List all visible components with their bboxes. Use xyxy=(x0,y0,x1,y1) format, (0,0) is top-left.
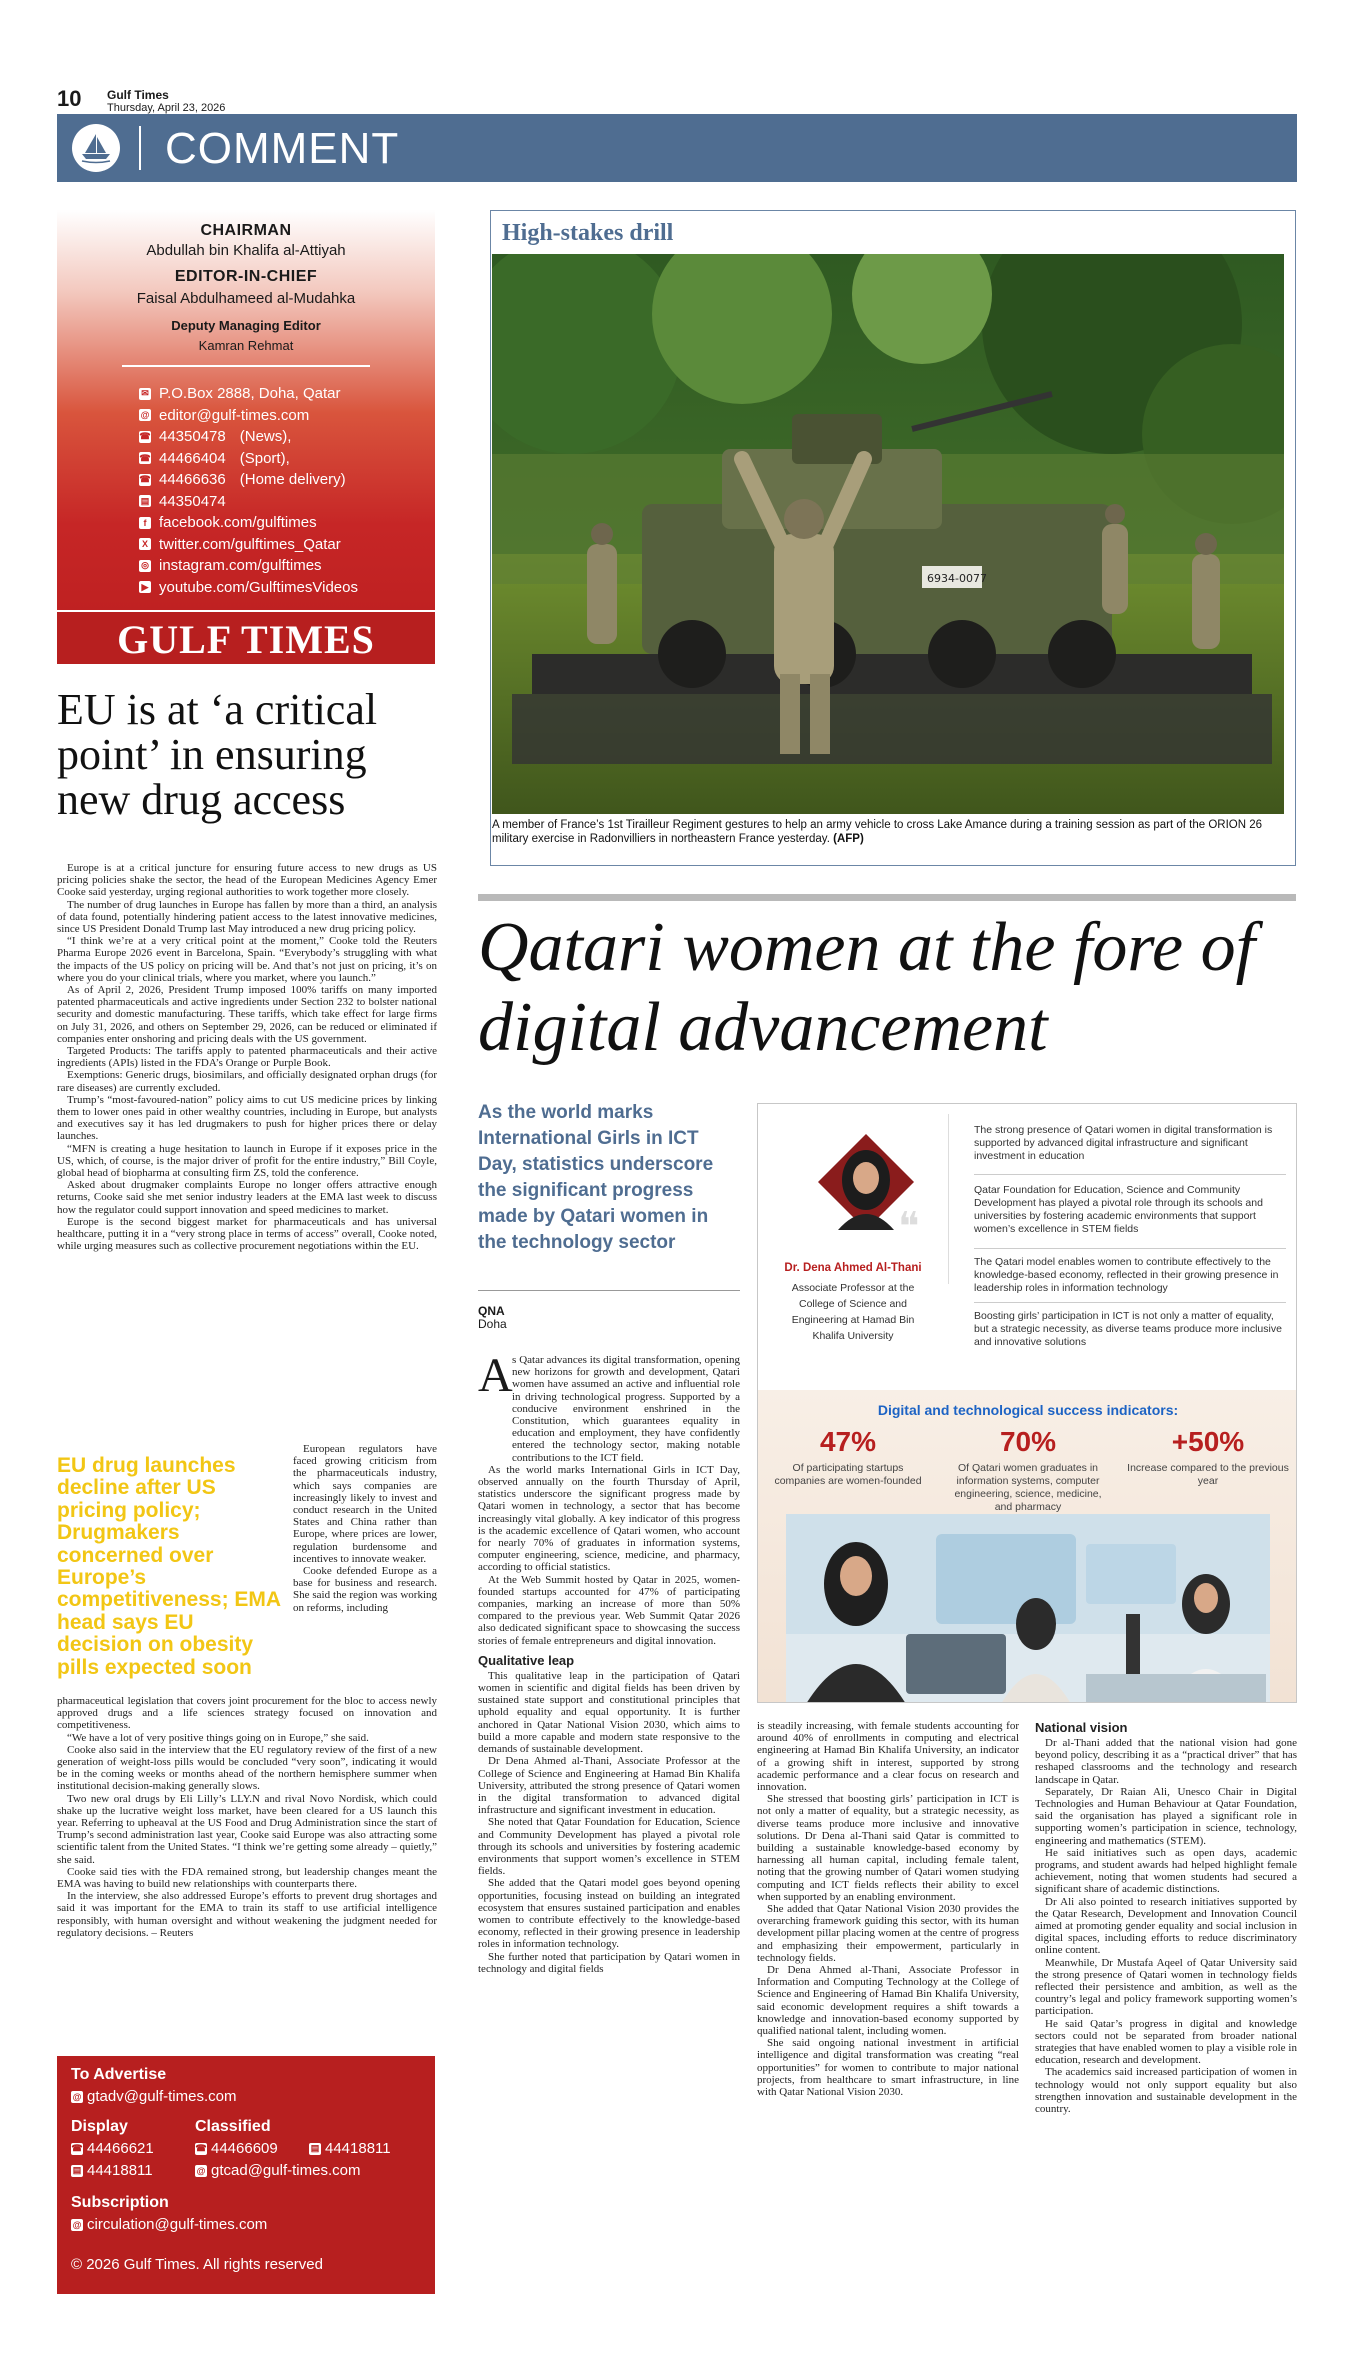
publication-name: Gulf Times xyxy=(107,88,169,102)
phone-icon: ☎ xyxy=(139,452,151,463)
main-headline: Qatari women at the fore of digital advancement xyxy=(478,909,1256,1066)
eu-pullquote: EU drug launches decline after US pricing policy; Drugmakers concerned over Europe’s competitiveness; EMA head says EU decision on obesity pills expected soon xyxy=(57,1454,281,1679)
svg-text:6934-0077: 6934-0077 xyxy=(927,572,987,585)
classified-email[interactable]: @ gtcad@gulf-times.com xyxy=(196,2162,361,2179)
article-column-2: is steadily increasing, with female students accounting for around 40% of enrollments in computing and electrical engineering at Hamad Bin Khalifa University, an indicator of a growing shift in interest, supported by strong academic performance and a clear focus on research and innovation. She stressed that boosting girls’ participation in ICT is not only a matter of equality, but a strategic necessity, as diverse teams produce more inclusive and innovative solutions. Dr Dena al-Thani said Qatar is committed to building a sustainable knowledge-based economy by harnessing all human capital, including female talent, noting that the growing number of Qatari women studying computing and ICT fields reflects their ability to excel when supported by an enabling environment. She added that Qatar National Vision 2030 provides the overarching framework guiding this sector, with its human development pillar placing women at the centre of progress and emphasizing their empowerment, particularly in technology fields. Dr Dena Ahmed al-Thani, Associate Professor in Information and Computing Technology at the College of Science and Engineering of Hamad Bin Khalifa University, said economic development requires a shift towards a knowledge and innovation-based economy supported by qualified national talent, including women. She said ongoing national investment in artificial intelligence and digital transformation was creating “real opportunities” for women to contribute to major national projects, from healthcare to smart infrastructure, in line with Qatar National Vision 2030. xyxy=(757,1720,1019,2099)
advertise-title: To Advertise xyxy=(71,2066,167,2083)
fact-1: The strong presence of Qatari women in digital transformation is supported by advanced digital infrastructure and significant investment in education xyxy=(974,1124,1273,1162)
copyright: © 2026 Gulf Times. All rights reserved xyxy=(71,2256,323,2273)
contact-item: ☎ 44466636 (Home delivery) xyxy=(139,471,346,489)
email-icon: @ xyxy=(72,2219,82,2230)
display-fax: ▤ 44418811 xyxy=(72,2162,153,2179)
person-role: Associate Professor at the College of Science and Engineering at Hamad Bin Khalifa University xyxy=(791,1282,915,1342)
gulf-times-logo: GULF TIMES xyxy=(57,610,435,664)
quote-mark-icon: ❝ xyxy=(898,1204,920,1250)
facebook-icon: f xyxy=(139,517,151,529)
stat-increase: +50% Increase compared to the previous year xyxy=(1127,1426,1289,1487)
youtube-icon: ▶ xyxy=(139,581,151,593)
instagram-icon: ◎ xyxy=(139,560,151,572)
phone-icon: ☎ xyxy=(139,474,151,485)
chairman-role: CHAIRMAN xyxy=(200,222,292,239)
infographic-divider xyxy=(948,1114,949,1284)
eu-body-part1: Europe is at a critical juncture for ensuring future access to new drugs as US pricing policies shake the sector, the head of the European Medicines Agency Emer Cooke said yesterday, urging regional authorities to work together more closely. The number of drug launches in Europe has fallen by more than a third, an analysis of data found, potentially hindering patient access to the latest innovative medicines, since US President Donald Trump last May introduced a new drug pricing policy. “I think we’re at a very critical point at the moment,” Cooke told the Reuters Pharma Europe 2026 event in Barcelona, Spain. “Everybody’s struggling with what the impacts of the US policy on pricing will be. And that’s not just on pricing, it’s on where you do your clinical trials, where you market, where you launch.” As of April 2, 2026, President Trump imposed 100% tariffs on many imported patented pharmaceuticals and active ingredients under Section 232 to bolster national security and domestic manufacturing. These tariffs, which take effect for large firms on July 31, 2026, and others on September 29, 2026, can be reduced or eliminated if companies enter onshoring and pricing deals with the US government. Targeted Products: The tariffs apply to patented pharmaceuticals and their active ingredients (APIs) listed in the FDA’s Orange or Purple Book. Exemptions: Generic drugs, biosimilars, and officially designated orphan drugs (for rare diseases) are currently excluded. Trump’s “most-favoured-nation” policy aims to cut US medicine prices by linking them to lower ones paid in other wealthy countries, including in Europe, but analysts and executives say it has led drugmakers to push for higher prices there or delay launches. “MFN is creating a huge hesitation to launch in Europe if it exposes price in the US, which, of course, is the major driver of profit for the entire industry,” Bill Coyle, global head of biopharma at consulting firm ZS, told the conference. Asked about drugmaker complaints Europe no longer offers attractive enough returns, Cooke said she met senior industry leaders at the EMA last week to discuss how the regulator could support innovation and speed medicines to market. Europe is the second biggest market for pharmaceuticals and has universal healthcare, putting it in a “very strong place in terms of access” overall, Cooke noted, while urging measures such as collective procurement negotiations within the EU. xyxy=(57,862,437,1253)
contact-item: ☎ 44350478 (News), xyxy=(139,428,292,446)
fact-2: Qatar Foundation for Education, Science and Community Development has played a pivotal role through its schools and universities by fostering academic environments that support women’s excellence in STEM fields xyxy=(974,1184,1263,1235)
contact-item: ▤ 44350474 xyxy=(140,492,226,510)
contact-item[interactable]: @ editor@gulf-times.com xyxy=(140,406,310,424)
contact-item[interactable]: X twitter.com/gulftimes_Qatar xyxy=(139,534,358,556)
drop-cap: A xyxy=(478,1349,513,1402)
photo-kicker: High-stakes drill xyxy=(502,220,674,246)
section-banner xyxy=(57,114,1297,182)
email-icon: @ xyxy=(140,410,150,421)
contact-item: ☎ 44466404 (Sport), xyxy=(139,449,290,467)
eu-body-part3: pharmaceutical legislation that covers joint procurement for the bloc to access newly approved drugs and a life sciences strategy focused on innovation and competitiveness. “We have a lot of very positive things going on in Europe,” she said. Cooke also said in the interview that the EU regulatory review of the first of a new generation of weight-loss pills would be concluded “very soon”, indicating it would be in the coming weeks or months ahead of the northern hemisphere summer when institutional decision-making generally slows. Two new oral drugs by Eli Lilly’s LLY.N and rival Novo Nordisk, which could shake up the lucrative weight loss market, have been cleared for a US launch this year. Referring to upheaval at the US Food and Drug Administration since the start of Trump’s second administration last year, Cooke said Europe was also attracting some scientific talent from the United States. “I think we’re getting some already – quietly,” she said. Cooke said ties with the FDA remained strong, but leadership changes meant the EMA was having to build new relationships with counterparts there. In the interview, she also addressed Europe’s efforts to prevent drug shortages and said it was important for the EMA to train its staff to use artificial intelligence responsibly, with human oversight and without weakening the judgment needed for regulatory decisions. – Reuters xyxy=(57,1695,437,1939)
fact-4: Boosting girls’ participation in ICT is not only a matter of equality, but a strategic necessity, as diverse teams produce more inclusive and innovative solutions xyxy=(974,1310,1282,1348)
stat-startups: 47% Of participating startups companies are women-founded xyxy=(774,1426,922,1487)
news-photo xyxy=(492,254,1284,814)
phone-icon: ☎ xyxy=(71,2143,83,2153)
women-in-tech-illustration xyxy=(786,1514,1270,1703)
byline-rule xyxy=(478,1290,740,1291)
classified-phone: ☎ 44466609 xyxy=(195,2140,278,2157)
x-icon: X xyxy=(139,538,151,550)
standfirst: As the world marks International Girls in ICT Day, statistics underscore the significant progress made by Qatari women in the technology sector xyxy=(478,1102,714,1253)
classified-fax: ▤ 44418811 xyxy=(310,2140,391,2157)
masthead-rule xyxy=(122,365,370,367)
subhead-national-vision: National vision xyxy=(1035,1720,1128,1735)
fact-rule xyxy=(974,1302,1286,1303)
advertise-email[interactable]: @ gtadv@gulf-times.com xyxy=(72,2088,237,2105)
eu-headline: EU is at ‘a critical point’ in ensuring new drug access xyxy=(57,685,378,824)
deputy-name: Kamran Rehmat xyxy=(198,338,294,353)
phone-icon: ☎ xyxy=(195,2143,207,2153)
article-column-1: s Qatar advances its digital transformation, opening new horizons for growth and development, Qatari women have assumed an active and influential role in driving technological progress. Supported by a conducive environment enshrined in the Constitution, which guarantees equality in education and employment, they have confidently entered the technology sector, making notable contributions to the ICT field. As the world marks International Girls in ICT Day, observed annually on the fourth Thursday of April, statistics underscore the significant progress made by Qatari women in technology, a sector that has become increasingly vital globally. A key indicator of this progress is the academic excellence of Qatari women, who account for nearly 70% of graduates in information systems, computer engineering, science, medicine, and pharmacy, according to official statistics. At the Web Summit hosted by Qatar in 2025, women-founded startups accounted for 47% of participating companies, marking an increase of more than 50% compared to the previous year. Web Summit Qatar 2026 also dedicated significant space to showcasing the success stories of female entrepreneurs and digital innovation. Qualitative leap This qualitative leap in the participation of Qatari women in scientific and digital fields has been driven by sustained state support and constitutional principles that uphold equality and equal opportunity. It is further anchored in Qatar National Vision 2030, which aims to build a more capable and modern state responsive to the demands of sustainable development. Dr Dena Ahmed al-Thani, Associate Professor at the College of Science and Engineering at Hamad Bin Khalifa University, attributed the strong presence of Qatari women in the digital transformation to advanced digital infrastructure and significant investment in education. She noted that Qatar Foundation for Education, Science and Community Development has played a pivotal role through its schools and universities by fostering academic environments that support women’s excellence in STEM fields. She added that the Qatari model goes beyond opening opportunities, focusing instead on building an integrated ecosystem that ensures sustained participation and enables women to contribute effectively to the knowledge-based economy, reflected in their growing presence in leadership roles in information technology. She further noted that participation by Qatari women in technology and digital fields xyxy=(478,1354,740,1975)
contact-item[interactable]: ◎ instagram.com/gulftimes xyxy=(139,555,358,577)
contact-item[interactable]: f facebook.com/gulftimes xyxy=(139,512,358,534)
mailbox-icon: ✉ xyxy=(139,388,151,400)
email-icon: @ xyxy=(196,2165,206,2176)
advertising-box xyxy=(57,2056,435,2294)
infographic xyxy=(757,1103,1297,1703)
section-rule xyxy=(478,894,1296,901)
dhow-logo-icon xyxy=(72,124,120,172)
classified-title: Classified xyxy=(195,2118,271,2135)
phone-icon: ☎ xyxy=(139,431,151,442)
stat-graduates: 70% Of Qatari women graduates in information systems, computer engineering, science, medicine, and pharmacy xyxy=(954,1426,1102,1513)
section-title: COMMENT xyxy=(165,124,400,173)
page-number: 10 xyxy=(57,86,82,111)
contact-item[interactable]: ▶ youtube.com/GulftimesVideos xyxy=(139,577,358,599)
fact-rule xyxy=(974,1174,1286,1175)
contact-list xyxy=(139,383,358,598)
photo-caption: A member of France’s 1st Tirailleur Regiment gestures to help an army vehicle to cross Lake Amance during a training session as part of the ORION 26 military exercise in Radonvilliers in northeastern France yesterday. (AFP) xyxy=(492,819,1263,845)
chairman-name: Abdullah bin Khalifa al-Attiyah xyxy=(146,242,346,259)
eu-body-part2: European regulators have faced growing criticism from the pharmaceuticals industry, which says companies are increasingly likely to invest and conduct research in the United States and China rather than Europe, where prices are lower, regulation burdensome and incentives to innovate weaker. Cooke defended Europe as a base for business and research. She said the region was working on reforms, including xyxy=(293,1443,437,1614)
subhead-qualitative-leap: Qualitative leap xyxy=(478,1652,575,1668)
editor-name: Faisal Abdulhameed al-Mudahka xyxy=(136,290,356,307)
indicators-title: Digital and technological success indicators: xyxy=(877,1402,1179,1418)
masthead-box xyxy=(57,210,435,660)
person-name: Dr. Dena Ahmed Al-Thani xyxy=(784,1262,922,1274)
issue-date: Thursday, April 23, 2026 xyxy=(107,102,226,114)
fax-icon: ▤ xyxy=(140,495,150,506)
fact-3: The Qatari model enables women to contribute effectively to the knowledge-based economy, reflected in their growing presence in leadership roles in information technology xyxy=(974,1256,1279,1294)
subscription-email[interactable]: @ circulation@gulf-times.com xyxy=(72,2216,268,2233)
email-icon: @ xyxy=(72,2091,82,2102)
deputy-role: Deputy Managing Editor xyxy=(171,318,321,333)
fact-rule xyxy=(974,1248,1286,1249)
banner-divider xyxy=(139,126,141,170)
fax-icon: ▤ xyxy=(72,2165,82,2175)
display-phone: ☎ 44466621 xyxy=(71,2140,154,2157)
page-folio xyxy=(57,86,1297,116)
byline: QNA Doha xyxy=(478,1304,507,1331)
display-title: Display xyxy=(71,2118,128,2135)
fax-icon: ▤ xyxy=(310,2143,320,2153)
article-column-3: National vision Dr al-Thani added that the national vision had gone beyond policy, describing it as a “practical driver” that has reshaped classrooms and the technology and research landscape in Qatar. Separately, Dr Raian Ali, Unesco Chair in Digital Technologies and Human Behaviour at Qatar Foundation, said the organisation has played a significant role in supporting women’s participation in science, technology, engineering and mathematics (STEM). He said initiatives such as open days, academic programs, and student awards had helped highlight female achievement, noting that women students had secured a significant share of academic distinctions. Dr Ali also pointed to research initiatives supported by the Qatar Research, Development and Innovation Council aimed at promoting gender equality and social inclusion in digital spaces, including efforts to reduce discriminatory online content. Meanwhile, Dr Mustafa Aqeel of Qatar University said the strong presence of Qatari women in technology fields reflected their persistence and ambition, as well as the country’s legal and policy framework supporting women’s participation. He said Qatar’s progress in digital and knowledge sectors could not be separated from broader national strategies that have enabled women to play a visible role in education, research and development. The academics said increased participation of women in technology would not only support equality but also strengthen innovation and sustainable development in the country. xyxy=(1035,1720,1297,2116)
editor-role: EDITOR-IN-CHIEF xyxy=(174,268,318,285)
contact-item: ✉ P.O.Box 2888, Doha, Qatar xyxy=(139,383,358,405)
subscription-title: Subscription xyxy=(71,2194,169,2211)
